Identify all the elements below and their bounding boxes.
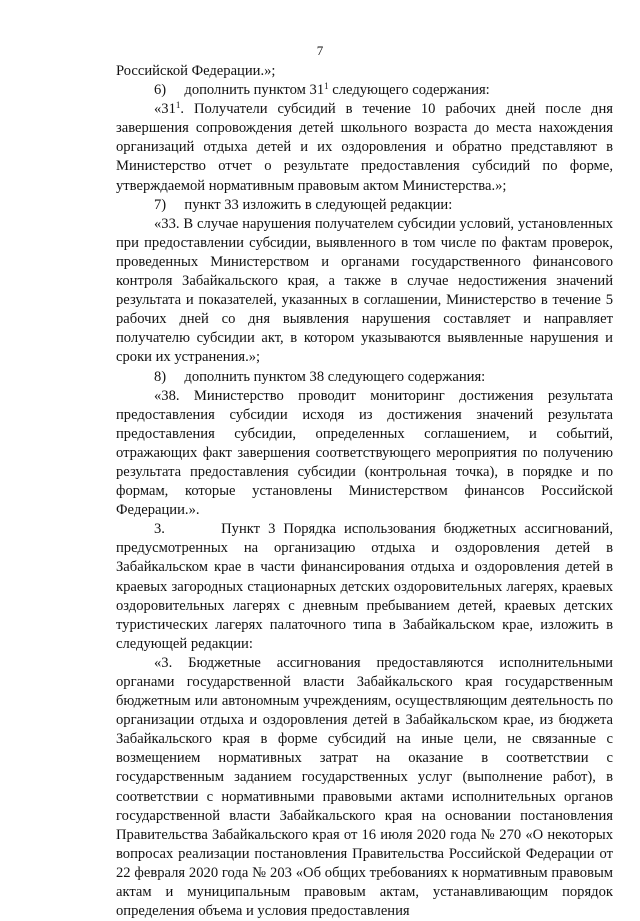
superscript: 1 [175, 100, 181, 111]
paragraph-item-7: 7) пункт 33 изложить в следующей редакции: [154, 196, 453, 213]
superscript: 1 [324, 81, 329, 92]
paragraph-point-31-1: «$31^1$. Получатели субсидий в течение 10 рабочих дней после дня завершения сопровождения детей школьного возраста до места нахождения организаций отдыха детей и их оздоровления и обратно представляют в Министерство отчет о результате предоставления субсидий по форме, утверждаемой нормативным правовым актом Министерства.»; [116, 100, 613, 194]
page-number: 7 [316, 43, 324, 58]
paragraph-point-38: «38. Министерство проводит мониторинг достижения результата предоставления субсидии исходя из достижения значений результата предоставления субсидии, определенных соглашением, и событий, отражающих факт завершения соответствующего мероприятия по получению результата предоставления субсидии (контрольная точка), в порядке и по формам, которые установлены Министерством финансов Российской Федерации.». [116, 387, 613, 519]
paragraph-point-33: «33. В случае нарушения получателем субсидии условий, установленных при предоставлении субсидии, выявленного в том числе по фактам проверок, проведенных Министерством и органами государственного финансового контроля Забайкальского края, а также в случае недостижения значений результата и показателей, указанных в соглашении, Министерство в течение 5 рабочих дней со дня выявления нарушения составляет и направляет получателю субсидии акт, в котором указываются выявленные нарушения и сроки их устранения.»; [116, 215, 613, 366]
paragraph-ending: Российской Федерации.»; [116, 63, 276, 79]
paragraph-section-3: 3. Пункт 3 Порядка использования бюджетных ассигнований, предусмотренных на организацию отдыха и оздоровления детей в Забайкальском крае в части финансирования отдыха и оздоровления детей в краевых загородных стационарных детских оздоровительных лагерях, краевых оздоровительных лагерях с дневным пребыванием детей, краевых детских туристических лагерях палаточного типа в Забайкальском крае, изложить в следующей редакции: [116, 521, 613, 652]
paragraph-item-6: 6) дополнить пунктом $31^1$ следующего содержания: [154, 81, 490, 99]
paragraph-point-3: «3. Бюджетные ассигнования предоставляются исполнительными органами государственной власти Забайкальского края государственным бюджетным или автономным учреждениям, осуществляющим деятельность по организации отдыха и оздоровления детей в Забайкальском крае, из бюджета Забайкальского края в форме субсидий на иные цели, не связанные с возмещением нормативных затрат на оказание в соответствии с государственным заданием государственных услуг (выполнение работ), в соответствии с нормативными правовыми актами исполнительных органов государственной власти Забайкальского края на основании постановления Правительства Забайкальского края от 16 июля 2020 года № 270 «О некоторых вопросах реализации постановления Правительства Российской Федерации от 22 февраля 2020 года № 203 «Об общих требованиях к нормативным правовым актам и муниципальным правовым актам, устанавливающим порядок определения объема и условия предоставления [116, 654, 613, 920]
paragraph-item-8: 8) дополнить пунктом 38 следующего содержания: [154, 368, 486, 385]
document-body [116, 62, 613, 921]
